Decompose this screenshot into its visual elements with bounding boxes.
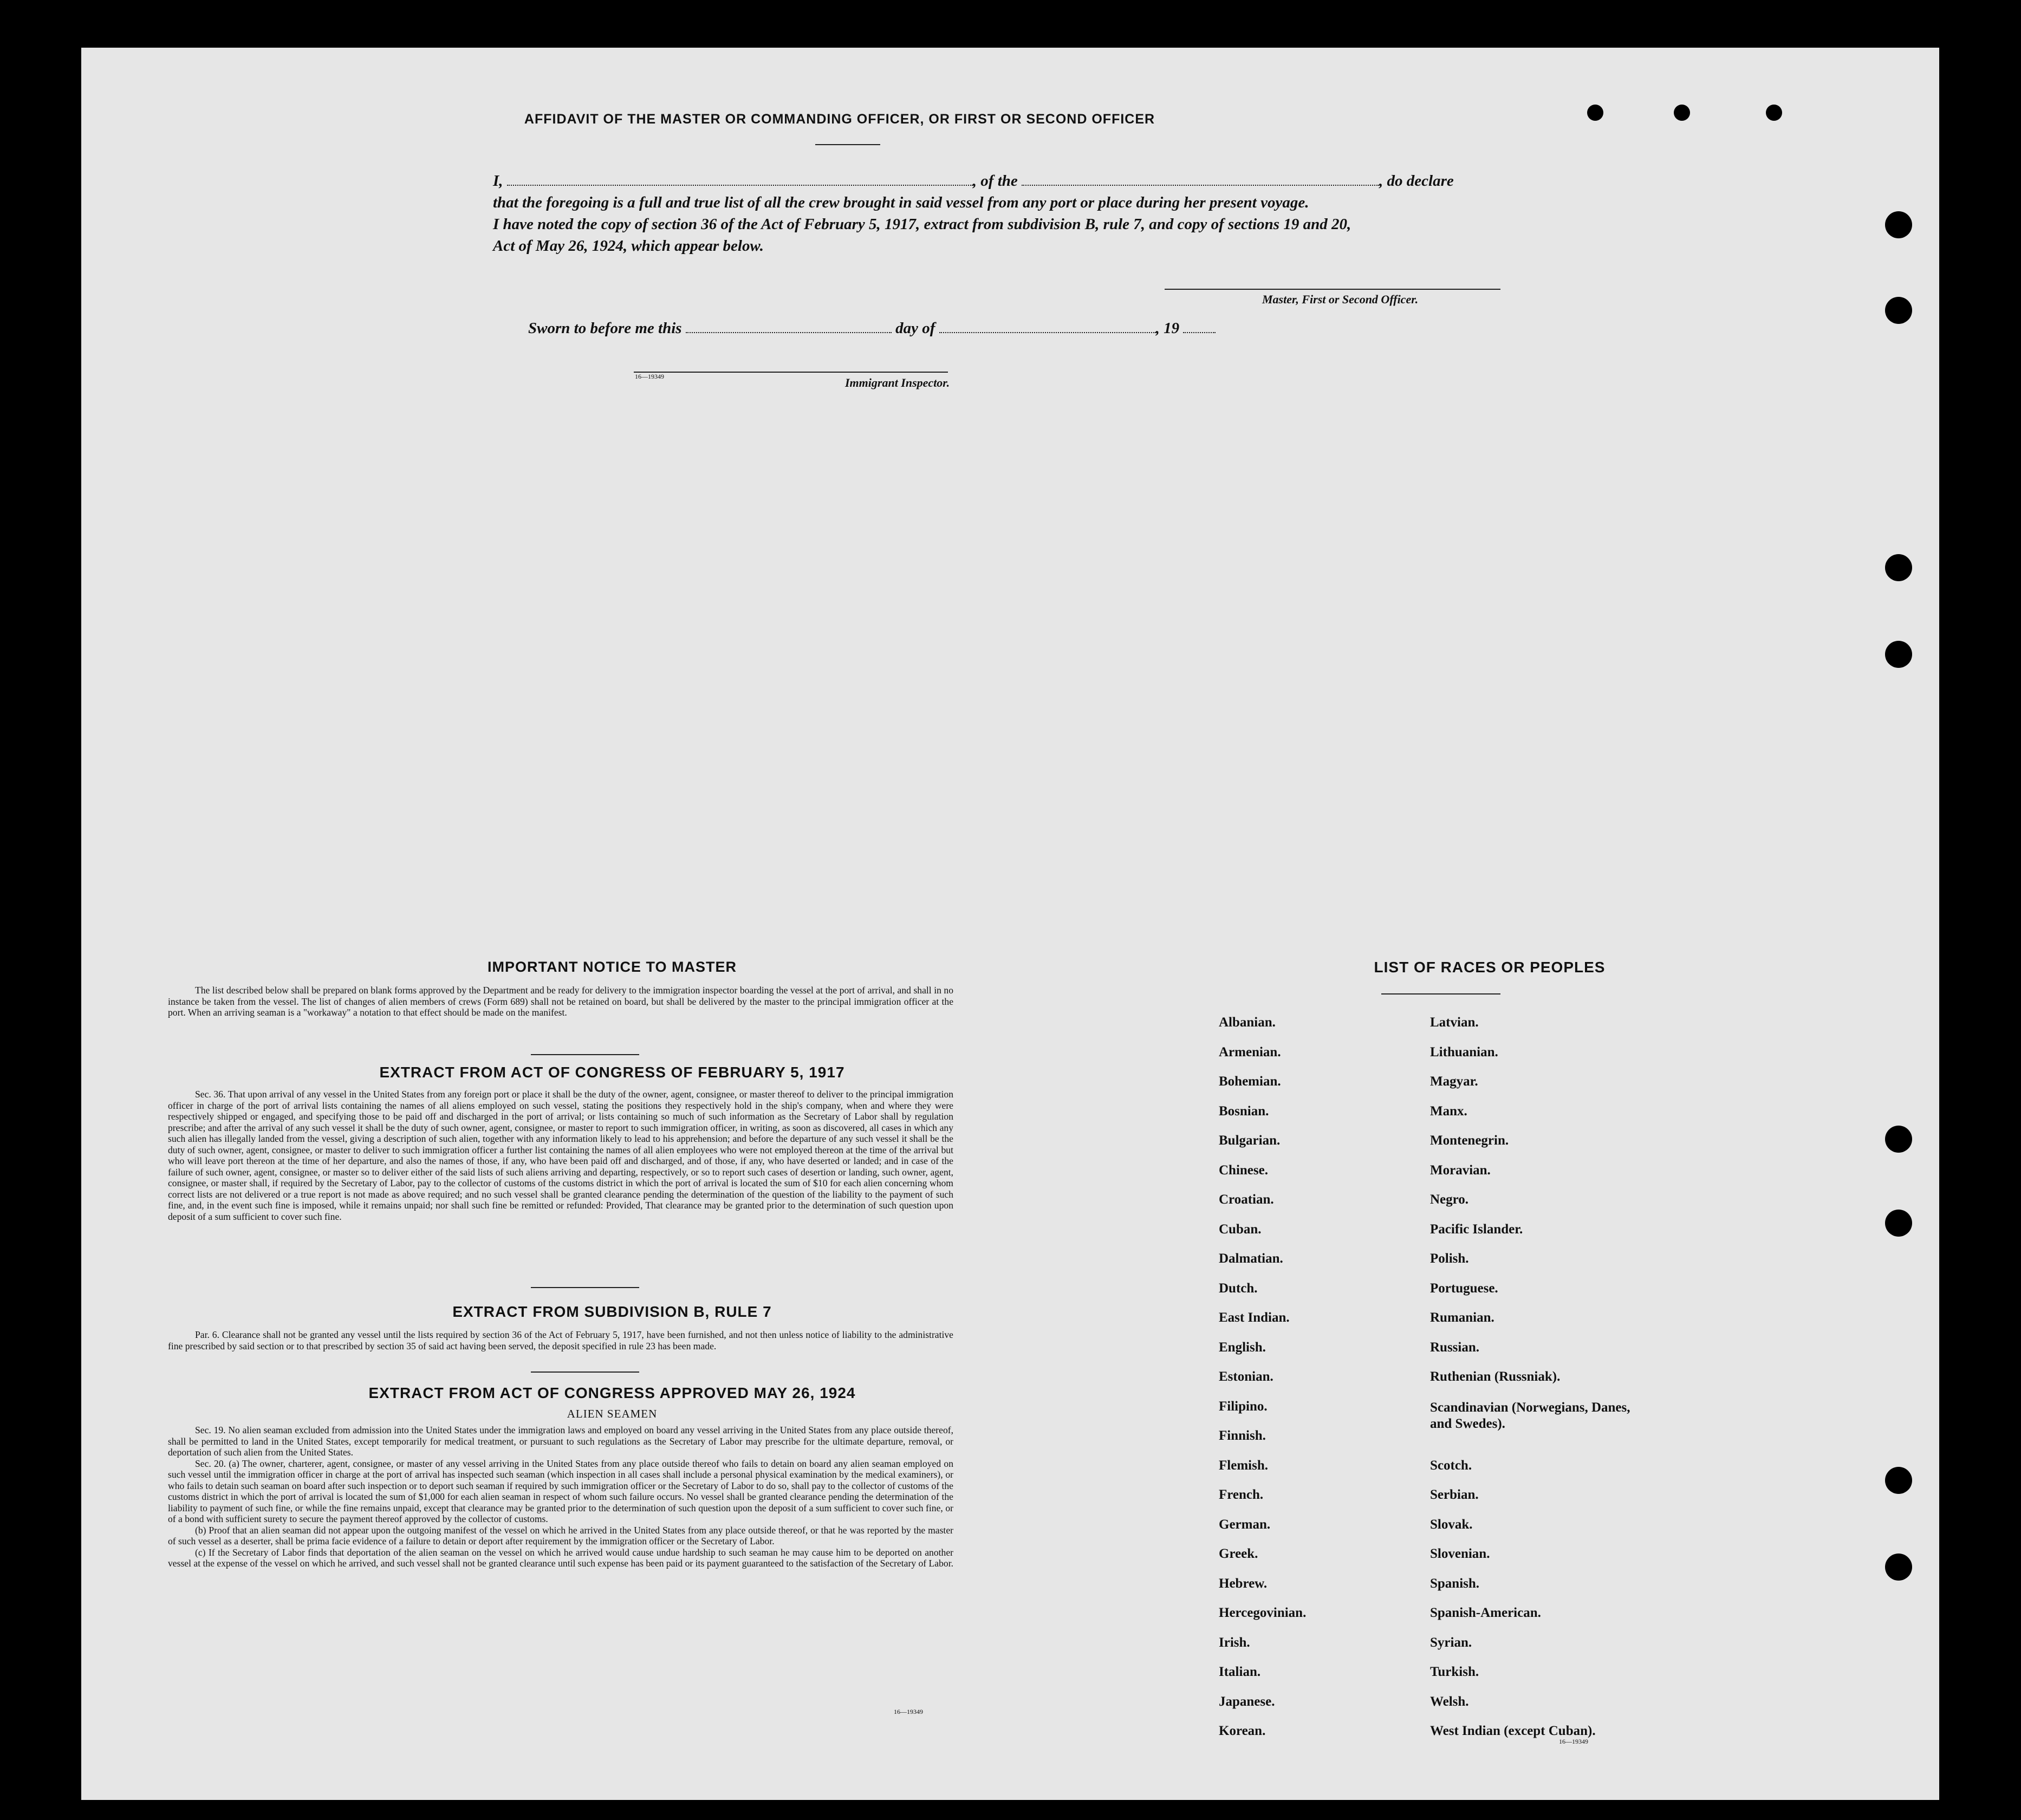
punch-hole [1885,1467,1912,1494]
race-item: Polish. [1430,1251,1469,1266]
race-item: Irish. [1219,1635,1250,1650]
divider [531,1372,639,1373]
extract-1924-subtitle: ALIEN SEAMEN [567,1407,658,1420]
race-item: Bosnian. [1219,1103,1269,1119]
punch-hole [1674,105,1690,121]
punch-hole [1885,1126,1912,1153]
race-item: Spanish. [1430,1576,1480,1591]
affidavit-line-1 [493,172,1620,190]
race-item: Latvian. [1430,1015,1479,1030]
race-item: Estonian. [1219,1369,1273,1384]
document-page [81,48,1939,1800]
punch-hole [1885,297,1912,324]
sec-19-paragraph: Sec. 19. No alien seaman excluded from admission into the United States under the immigration laws and employed on board any vessel arriving in the United States from any place outside thereof, shall be permitted to land in the United States, except temporarily for medical treatment, or pursuant to such regulations as the Secretary of Labor may prescribe for the ultimate departure, removal, or deportation of such alien from the United States. [168,1425,953,1458]
race-item: Scotch. [1430,1458,1472,1473]
race-item: Filipino. [1219,1399,1268,1414]
punch-hole [1766,105,1782,121]
race-item: Dalmatian. [1219,1251,1283,1266]
sec-20a-paragraph: Sec. 20. (a) The owner, charterer, agent, consignee, or master of any vessel arriving in the United States from any place outside thereof who fails to detain on board any alien seaman employed on such vessel until the immigration officer in charge at the port of arrival has inspected such seaman (which inspection in all cases shall include a personal physical examination by the medical examiners), or who fails to detain such seaman on board after such inspection or to deport such seaman if required by such immigration officer or the Secretary of Labor to do so, shall pay to the collector of customs of the customs district in which the port of arrival is located the sum of $1,000 for each alien seaman in respect of whom such failure occurs. No vessel shall be granted clearance pending the determination of the liability to payment of such fine, or while the fine remains unpaid, except that clearance may be granted prior to the determination of such question upon the deposit of a sum sufficient to cover such fine, or of a bond with sufficient surety to secure the payment thereof approved by the collector of customs. [168,1458,953,1524]
race-item: Pacific Islander. [1430,1221,1523,1237]
race-item: Chinese. [1219,1162,1268,1178]
inspector-line [634,372,948,373]
affidavit-line-2: that the foregoing is a full and true list of all the crew brought in said vessel from any port or place during her present voyage. [493,194,1309,211]
race-item: Korean. [1219,1724,1266,1738]
month-blank [939,331,1156,333]
race-item: Slovak. [1430,1517,1473,1532]
race-item: Welsh. [1430,1694,1469,1709]
vessel-blank [1022,184,1379,186]
race-item: English. [1219,1340,1266,1355]
extract-1924-title: EXTRACT FROM ACT OF CONGRESS APPROVED MAY 26, 1924 [368,1384,856,1401]
year-blank [1183,331,1216,333]
extract-rule7-text [168,1329,953,1351]
punch-hole [1587,105,1603,121]
divider [531,1054,639,1055]
race-item: Montenegrin. [1430,1133,1509,1148]
punch-hole [1885,554,1912,581]
race-item: Slovenian. [1430,1546,1490,1561]
extract-rule7-title: EXTRACT FROM SUBDIVISION B, RULE 7 [452,1303,772,1320]
race-item: Italian. [1219,1665,1261,1679]
race-item: Finnish. [1219,1428,1266,1443]
affidavit-line-3: I have noted the copy of section 36 of the Act of February 5, 1917, extract from subdivision B, rule 7, and copy of sections 19 and 20, [493,216,1351,233]
race-item: East Indian. [1219,1310,1290,1325]
race-item: Bulgarian. [1219,1133,1281,1148]
race-item: German. [1219,1517,1271,1532]
affidavit-title: AFFIDAVIT OF THE MASTER OR COMMANDING OFFICER, OR FIRST OR SECOND OFFICER [524,112,1155,127]
extract-1917-text [168,1089,953,1222]
day-of-label: day of [895,320,935,337]
par-6-paragraph: Par. 6. Clearance shall not be granted any vessel until the lists required by section 36 of the Act of February 5, 1917, have been furnished, and not then unless notice of liability to the administrative fine prescribed by said section or to that prescribed by section 35 of said act having been served, the deposit specified in rule 23 has been made. [168,1329,953,1351]
race-item: Rumanian. [1430,1310,1494,1325]
divider [1381,993,1500,994]
affidavit-line-4: Act of May 26, 1924, which appear below. [493,237,764,255]
extract-1917-title: EXTRACT FROM ACT OF CONGRESS OF FEBRUARY 5, 1917 [379,1064,845,1081]
race-item: Albanian. [1219,1015,1276,1030]
name-blank [507,184,973,186]
race-item: Serbian. [1430,1487,1479,1502]
race-item: Croatian. [1219,1192,1274,1207]
race-item: Dutch. [1219,1280,1258,1296]
race-item: Moravian. [1430,1162,1491,1178]
year-label: , 19 [1155,320,1180,337]
race-item: Bohemian. [1219,1074,1281,1089]
day-blank [686,331,892,333]
race-item: Flemish. [1219,1458,1268,1473]
punch-hole [1885,1210,1912,1237]
races-title: LIST OF RACES OR PEOPLES [1374,959,1606,976]
notice-paragraph: The list described below shall be prepared on blank forms approved by the Department and be ready for delivery to the immigration inspector boarding the vessel at the port of arrival, and shall in no instance be taken from the vessel. The list of changes of alien members of crews (Form 689) shall not be retained on board, but shall be delivered by the master to the principal immigration officer at the port. When an arriving seaman is a "workaway" a notation to that effect should be made on the manifest. [168,985,953,1018]
race-item: Greek. [1219,1546,1258,1561]
race-item: French. [1219,1487,1264,1502]
signature-line [1165,289,1500,290]
race-item: Negro. [1430,1192,1469,1207]
race-item: Cuban. [1219,1221,1262,1237]
divider [531,1287,639,1288]
signature-label: Master, First or Second Officer. [1262,292,1419,306]
race-item: Hercegovinian. [1219,1606,1307,1620]
race-item: Portuguese. [1430,1280,1498,1296]
of-the-label: , of the [972,172,1018,190]
punch-hole [1885,1554,1912,1581]
notice-text [168,985,953,1018]
i-label: I, [493,172,503,190]
race-item: Armenian. [1219,1044,1281,1060]
notice-title: IMPORTANT NOTICE TO MASTER [488,959,737,975]
sec-36-paragraph: Sec. 36. That upon arrival of any vessel in the United States from any foreign port or place it shall be the duty of the owner, agent, consignee, or master thereof to deliver to the principal immigration officer in charge of the port of arrival lists containing the names of all aliens employed on such vessel, stating the positions they respectively hold in the ship's company, when and where they were respectively shipped or engaged, and specifying those to be paid off and discharged in the port of arrival; or lists containing so much of such information as the Secretary of Labor shall by regulation prescribe; and after the arrival of any such vessel it shall be the duty of such owner, agent, consignee, or master to report to such immigration officer, in writing, as soon as discovered, all cases in which any such alien has illegally landed from the vessel, giving a description of such alien, together with any information likely to lead to his apprehension; and before the departure of any such vessel it shall be the duty of such owner, agent, consignee, or master to deliver to such immigration officer a further list containing the names of all alien employees who were not employed thereon at the time of the arrival but who will leave port thereon at the time of her departure, and also the names of those, if any, who have been paid off and discharged, and of those, if any, who have deserted or landed; and in case of the failure of such owner, agent, consignee, or master so to deliver either of the said lists of such aliens arriving and departing, respectively, or so to report such cases of desertion or landing, such owner, agent, consignee, or master shall, if required by the Secretary of Labor, pay to the collector of customs of the customs district in which the port of arrival is located the sum of $10 for each alien concerning whom correct lists are not delivered or a true report is not made as above required; and no such vessel shall be granted clearance pending the determination of the question of the liability to the payment of such fine, and, in the event such fine is imposed, while it remains unpaid; nor shall such fine be remitted or refunded: Provided, That clearance may be granted prior to the determination of such question upon deposit of a sum sufficient to cover such fine. [168,1089,953,1222]
divider [815,144,880,145]
race-item: Lithuanian. [1430,1044,1498,1060]
punch-hole [1885,211,1912,238]
inspector-label: Immigrant Inspector. [845,376,950,389]
form-code: 16—19349 [894,1708,923,1715]
punch-hole [1885,641,1912,668]
sec-20b-paragraph: (b) Proof that an alien seaman did not appear upon the outgoing manifest of the vessel on which he arrived in the United States from any place outside thereof, or that he was reported by the master of such vessel as a deserter, shall be prima facie evidence of a failure to detain or deport after requirement by the immigration officer or the Secretary of Labor. [168,1524,953,1546]
sworn-label: Sworn to before me this [528,320,682,337]
form-code: 16—19349 [1559,1738,1588,1745]
race-item: Scandinavian (Norwegians, Danes, and Swedes). [1430,1400,1630,1431]
race-item: Ruthenian (Russniak). [1430,1369,1561,1384]
race-item: Japanese. [1219,1694,1275,1709]
race-item: Turkish. [1430,1665,1479,1679]
do-declare-label: , do declare [1379,172,1454,190]
race-item: Magyar. [1430,1074,1478,1089]
race-item: Syrian. [1430,1635,1472,1650]
extract-1924-text [168,1425,953,1569]
race-item: West Indian (except Cuban). [1430,1724,1596,1738]
form-code: 16—19349 [635,373,664,380]
sec-20c-paragraph: (c) If the Secretary of Labor finds that deportation of the alien seaman on the vessel on which he arrived would cause undue hardship to such seaman he may cause him to be deported on another vessel at the expense of the vessel on which he arrived, and such vessel shall not be granted clearance until such expense has been paid or its payment guaranteed to the satisfaction of the Secretary of Labor. [168,1546,953,1569]
race-item: Hebrew. [1219,1576,1268,1591]
race-item: Spanish-American. [1430,1606,1541,1620]
race-item: Russian. [1430,1340,1480,1355]
sworn-line [528,320,1216,337]
race-item: Manx. [1430,1103,1467,1119]
